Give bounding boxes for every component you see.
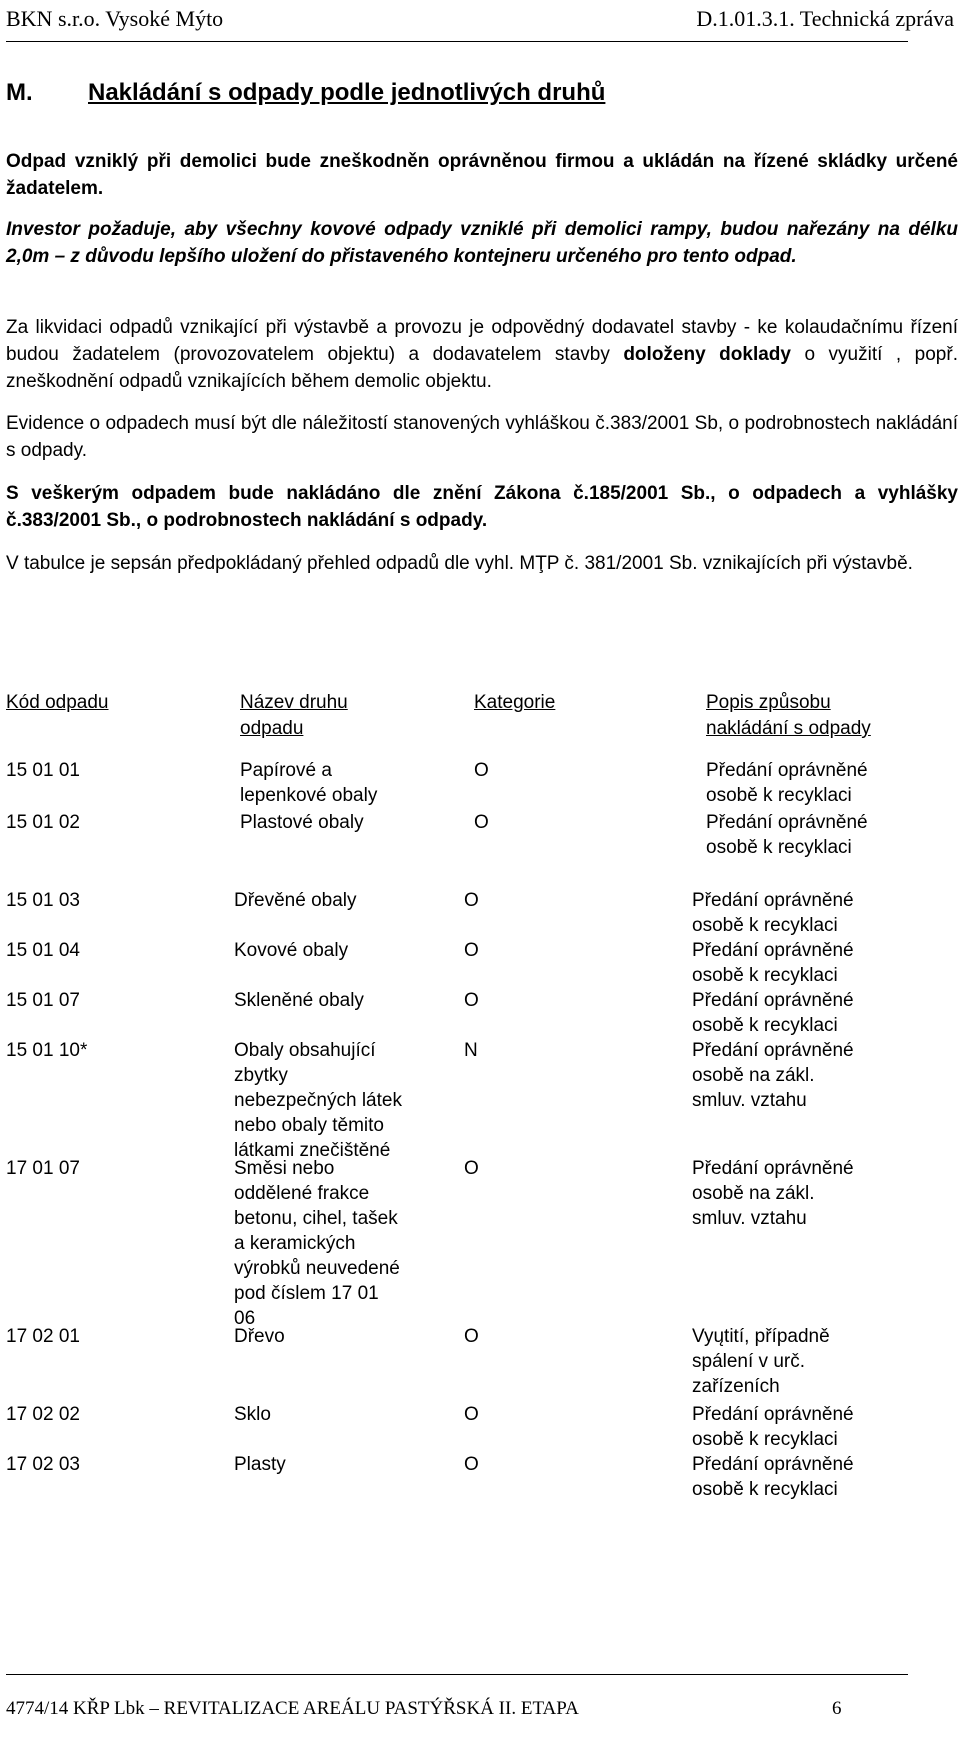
cell-name: Dřevo — [234, 1326, 285, 1347]
cell-category: O — [464, 1326, 479, 1347]
cell-code: 17 02 02 — [6, 1404, 80, 1425]
header-name-l1: Název druhu — [240, 692, 348, 713]
cell-name: Kovové obaly — [234, 940, 349, 961]
cell-code: 17 02 03 — [6, 1454, 80, 1475]
cell-method: Předání oprávněné osobě k recyklaci — [692, 1454, 854, 1500]
cell-name: Obaly obsahující zbytky nebezpečných látek nebo obaly těmito látkami znečištěné — [234, 1040, 402, 1161]
cell-method: Předání oprávněné osobě k recyklaci — [692, 990, 854, 1036]
cell-category: O — [464, 990, 479, 1011]
emphasis-documents: doloženy doklady — [623, 344, 791, 365]
cell-code: 15 01 03 — [6, 890, 80, 911]
cell-category: O — [464, 1158, 479, 1179]
cell-code: 15 01 02 — [6, 812, 80, 833]
header-left: BKN s.r.o. Vysoké Mýto — [6, 6, 224, 31]
cell-method: Předání oprávněné osobě k recyklaci — [692, 940, 854, 986]
cell-category: O — [464, 1404, 479, 1425]
section-number: M. — [6, 79, 33, 106]
paragraph-table-intro: V tabulce je sepsán předpokládaný přehled odpadů dle vyhl. MŢP č. 381/2001 Sb. vznikajících při výstavbě. — [6, 553, 913, 574]
section-heading — [6, 79, 605, 107]
cell-method: Předání oprávněné osobě k recyklaci — [692, 890, 854, 936]
footer-text: 4774/14 KŘP Lbk – REVITALIZACE AREÁLU PASTÝŘSKÁ II. ETAPA — [6, 1698, 579, 1719]
cell-name: Směsi nebo oddělené frakce betonu, cihel, tašek a keramických výrobků neuvedené pod číslem 17 01 06 — [234, 1158, 400, 1329]
cell-code: 15 01 10* — [6, 1040, 88, 1061]
cell-category: O — [474, 760, 489, 781]
header-name-l2: odpadu — [240, 718, 304, 739]
header-rule — [6, 41, 908, 42]
cell-code: 15 01 01 — [6, 760, 80, 781]
cell-name: Skleněné obaly — [234, 990, 364, 1011]
cell-code: 15 01 07 — [6, 990, 80, 1011]
cell-name: Sklo — [234, 1404, 271, 1425]
cell-method: Předání oprávněné osobě na zákl. smluv. vztahu — [692, 1040, 854, 1111]
header-right: D.1.01.3.1. Technická zpráva — [696, 6, 954, 31]
cell-method: Předání oprávněné osobě na zákl. smluv. vztahu — [692, 1158, 854, 1229]
cell-name: Plasty — [234, 1454, 286, 1475]
cell-method: Vyųtití, případně spálení v urč. zařízeních — [692, 1326, 830, 1397]
cell-code: 15 01 04 — [6, 940, 80, 961]
paragraph-demolition: Odpad vzniklý při demolici bude zneškodněn oprávněnou firmou a ukládán na řízené skládky určené žadatelem. — [6, 151, 958, 199]
table-header — [6, 690, 956, 742]
paragraph-investor: Investor požaduje, aby všechny kovové odpady vzniklé při demolici rampy, budou nařezány na délku 2,0m – z důvodu lepšího uložení do přistaveného kontejneru určeného pro tento odpad. — [6, 219, 958, 267]
section-title: Nakládání s odpady podle jednotlivých druhů — [88, 79, 606, 106]
cell-method: Předání oprávněné osobě k recyklaci — [692, 1404, 854, 1450]
cell-code: 17 02 01 — [6, 1326, 80, 1347]
page-number: 6 — [832, 1698, 842, 1719]
header-method-l1: Popis způsobu — [706, 692, 831, 713]
cell-name: Plastové obaly — [240, 812, 364, 833]
page-header — [6, 6, 954, 36]
page-footer — [6, 1698, 946, 1720]
footer-rule — [6, 1674, 908, 1675]
header-method-l2: nakládání s odpady — [706, 718, 871, 739]
cell-name: Papírové a lepenkové obaly — [240, 760, 378, 806]
cell-code: 17 01 07 — [6, 1158, 80, 1179]
paragraph-law: S veškerým odpadem bude nakládáno dle znění Zákona č.185/2001 Sb., o odpadech a vyhlášky č.383/2001 Sb., o podrobnostech nakládání s odpady. — [6, 483, 958, 531]
cell-category: O — [464, 1454, 479, 1475]
cell-method: Předání oprávněné osobě k recyklaci — [706, 760, 868, 806]
cell-category: O — [464, 890, 479, 911]
cell-name: Dřevěné obaly — [234, 890, 357, 911]
cell-category: N — [464, 1040, 478, 1061]
cell-method: Předání oprávněné osobě k recyklaci — [706, 812, 868, 858]
header-code: Kód odpadu — [6, 692, 109, 713]
cell-category: O — [474, 812, 489, 833]
cell-category: O — [464, 940, 479, 961]
waste-table — [6, 690, 956, 1500]
paragraph-liquidation: Za likvidaci odpadů vznikající při výstavbě a provozu je odpovědný dodavatel stavby - ke kolaudačnímu řízení budou žadatelem (provozovatelem objektu) a dodavatelem stavby doloženy doklady o využití , popř. zneškodnění odpadů vznikajících během demolic objektu. — [6, 317, 958, 392]
header-category: Kategorie — [474, 692, 556, 713]
paragraph-evidence: Evidence o odpadech musí být dle náležitostí stanovených vyhláškou č.383/2001 Sb, o podrobnostech nakládání s odpady. — [6, 413, 958, 461]
